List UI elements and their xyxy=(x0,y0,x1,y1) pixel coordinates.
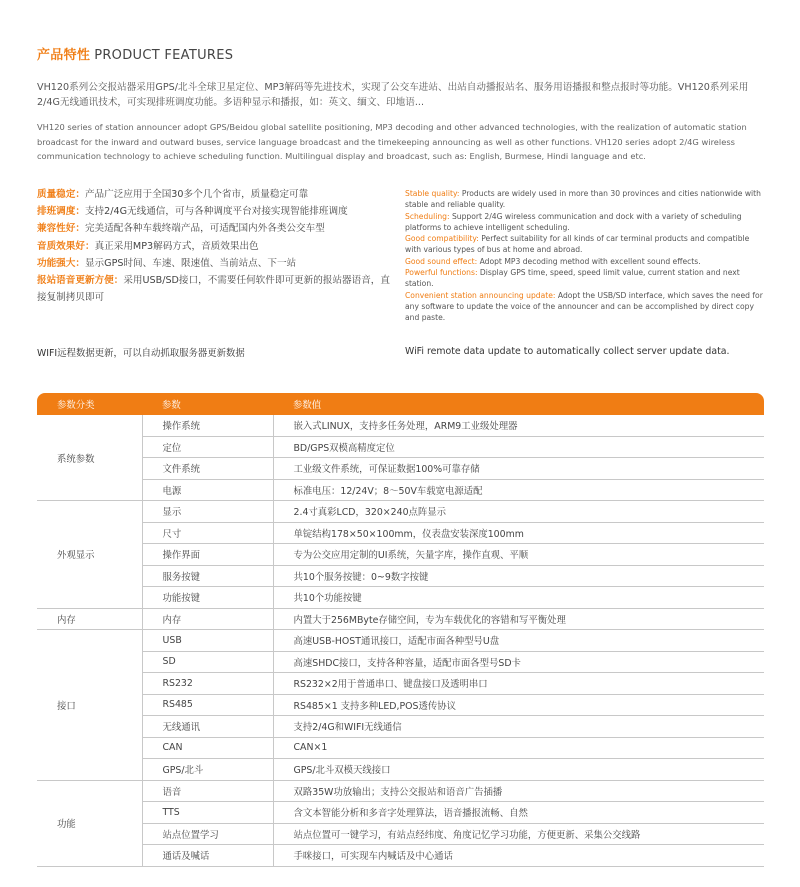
wifi-note-en: WiFi remote data update to automatically collect server update data. xyxy=(405,346,730,357)
param-cell: 语音 xyxy=(142,780,273,802)
feature-cn-item: 音质效果好：真正采用MP3解码方式，音质效果出色 xyxy=(37,240,259,252)
header-category: 参数分类 xyxy=(37,393,142,415)
feature-en-item: Scheduling: Support 2/4G wireless communication and dock with a variety of scheduling platforms to achieve intelligent scheduling. xyxy=(405,211,742,232)
param-cell: 站点位置学习 xyxy=(142,823,273,845)
intro-en: VH120 series of station announcer adopt GPS/Beidou global satellite positioning, MP3 decoding and other advanced technologies, with the realization of automatic station broadcast for the inward and outward buses, service language broadcast and the timekeeping announcing as well as other functions. VH120 series adopt 2/4G wireless communication technology to achieve scheduling function. Multilingual display and broadcast, such as: English, Burmese, Hindi language and etc. xyxy=(37,122,747,161)
table-row xyxy=(37,823,764,845)
value-cell: RS232×2用于普通串口、键盘接口及透明串口 xyxy=(273,673,764,695)
feature-cn-item: 质量稳定：产品广泛应用于全国30多个几个省市，质量稳定可靠 xyxy=(37,189,309,200)
feature-en-item: Good sound effect: Adopt MP3 decoding method with excellent sound effects. xyxy=(405,256,701,266)
table-row xyxy=(37,759,764,781)
section-title-cn: 产品特性 xyxy=(37,48,91,63)
table-row xyxy=(37,694,764,716)
table-row xyxy=(37,716,764,738)
value-cell: CAN×1 xyxy=(273,737,764,759)
value-cell: 工业级文件系统，可保证数据100%可靠存储 xyxy=(273,458,764,480)
feature-cn-item: 兼容性好：完美适配各种车载终端产品，可适配国内外各类公交车型 xyxy=(37,223,325,235)
category-cell: 功能 xyxy=(37,780,142,866)
table-row xyxy=(37,651,764,673)
param-cell: USB xyxy=(142,630,273,652)
section-title xyxy=(37,44,233,63)
param-cell: SD xyxy=(142,651,273,673)
value-cell: 高速USB-HOST通讯接口，适配市面各种型号U盘 xyxy=(273,630,764,652)
value-cell: GPS/北斗双模天线接口 xyxy=(273,759,764,781)
value-cell: 嵌入式LINUX，支持多任务处理，ARM9工业级处理器 xyxy=(273,415,764,436)
header-param: 参数 xyxy=(142,393,273,415)
param-cell: RS485 xyxy=(142,694,273,716)
param-cell: 定位 xyxy=(142,436,273,458)
features-en xyxy=(405,188,767,324)
features-cn xyxy=(37,186,397,306)
table-row xyxy=(37,802,764,824)
table-row xyxy=(37,458,764,480)
table-row xyxy=(37,780,764,802)
param-cell: GPS/北斗 xyxy=(142,759,273,781)
feature-en-item: Good compatibility: Perfect suitability for all kinds of car terminal products and compatible with various types of bus at home and abroad. xyxy=(405,234,750,255)
param-cell: 功能按键 xyxy=(142,587,273,609)
table-row xyxy=(37,479,764,501)
table-row xyxy=(37,587,764,609)
param-cell: TTS xyxy=(142,802,273,824)
value-cell: 含文本智能分析和多音字处理算法，语音播报流畅、自然 xyxy=(273,802,764,824)
value-cell: RS485×1 支持多种LED,POS透传协议 xyxy=(273,694,764,716)
table-row xyxy=(37,415,764,436)
param-cell: 显示 xyxy=(142,501,273,523)
value-cell: 站点位置可一键学习，有站点经纬度、角度记忆学习功能，方便更新、采集公交线路 xyxy=(273,823,764,845)
value-cell: 专为公交应用定制的UI系统，矢量字库，操作直观、平顺 xyxy=(273,544,764,566)
category-cell: 外观显示 xyxy=(37,501,142,609)
intro-cn: VH120系列公交报站器采用GPS/北斗全球卫星定位、MP3解码等先进技术，实现了公交车进站、出站自动播报站名、服务用语播报和整点报时等功能。VH120系列采用2/4G无线通讯技术，可实现排班调度功能。多语种显示和播报，如：英文、缅文、印地语... xyxy=(37,82,749,108)
table-row xyxy=(37,522,764,544)
table-row xyxy=(37,544,764,566)
value-cell: 手咪接口，可实现车内喊话及中心通话 xyxy=(273,845,764,867)
param-cell: 操作系统 xyxy=(142,415,273,436)
category-cell: 系统参数 xyxy=(37,415,142,501)
value-cell: 共10个功能按键 xyxy=(273,587,764,609)
feature-cn-item: 功能强大：显示GPS时间、车速、限速值、当前站点、下一站 xyxy=(37,257,297,269)
value-cell: 标准电压：12/24V；8～50V车载宽电源适配 xyxy=(273,479,764,501)
table-row xyxy=(37,737,764,759)
table-row xyxy=(37,565,764,587)
param-cell: 内存 xyxy=(142,608,273,630)
table-row xyxy=(37,608,764,630)
value-cell: 内置大于256MByte存储空间，专为车载优化的容错和写平衡处理 xyxy=(273,608,764,630)
value-cell: 2.4寸真彩LCD，320×240点阵显示 xyxy=(273,501,764,523)
table-row xyxy=(37,501,764,523)
category-cell: 接口 xyxy=(37,630,142,781)
category-cell: 内存 xyxy=(37,608,142,630)
param-cell: 文件系统 xyxy=(142,458,273,480)
wifi-note-cn: WIFI远程数据更新，可以自动抓取服务器更新数据 xyxy=(37,348,245,359)
param-cell: RS232 xyxy=(142,673,273,695)
value-cell: 单锭结构178×50×100mm，仪表盘安装深度100mm xyxy=(273,522,764,544)
param-cell: 无线通讯 xyxy=(142,716,273,738)
feature-en-item: Powerful functions: Display GPS time, speed, speed limit value, current station and next station. xyxy=(405,268,740,289)
value-cell: 高速SHDC接口，支持各种容量，适配市面各型号SD卡 xyxy=(273,651,764,673)
param-cell: 操作界面 xyxy=(142,544,273,566)
value-cell: 双路35W功放输出；支持公交报站和语音广告插播 xyxy=(273,780,764,802)
section-title-en: PRODUCT FEATURES xyxy=(94,48,234,63)
feature-cn-item: 排班调度：支持2/4G无线通信，可与各种调度平台对接实现智能排班调度 xyxy=(37,206,348,218)
feature-en-item: Convenient station announcing update: Adopt the USB/SD interface, which saves the need for any software to update the voice of the announcer and can be accomplished by direct copy and paste. xyxy=(405,290,763,323)
param-cell: 尺寸 xyxy=(142,522,273,544)
param-cell: 电源 xyxy=(142,479,273,501)
spec-table xyxy=(37,393,764,867)
value-cell: BD/GPS双模高精度定位 xyxy=(273,436,764,458)
value-cell: 支持2/4G和WIFI无线通信 xyxy=(273,716,764,738)
param-cell: 服务按键 xyxy=(142,565,273,587)
value-cell: 共10个服务按键：0~9数字按键 xyxy=(273,565,764,587)
param-cell: 通话及喊话 xyxy=(142,845,273,867)
feature-en-item: Stable quality: Products are widely used in more than 30 provinces and cities nationwide with stable and reliable quality. xyxy=(405,189,761,210)
table-row xyxy=(37,630,764,652)
table-row xyxy=(37,673,764,695)
table-row xyxy=(37,845,764,867)
param-cell: CAN xyxy=(142,737,273,759)
feature-cn-item: 报站语音更新方便：采用USB/SD接口，不需要任何软件即可更新的报站器语音，直接复制拷贝即可 xyxy=(37,275,390,304)
table-row xyxy=(37,436,764,458)
header-value: 参数值 xyxy=(273,393,764,415)
spec-table-header xyxy=(37,393,764,415)
